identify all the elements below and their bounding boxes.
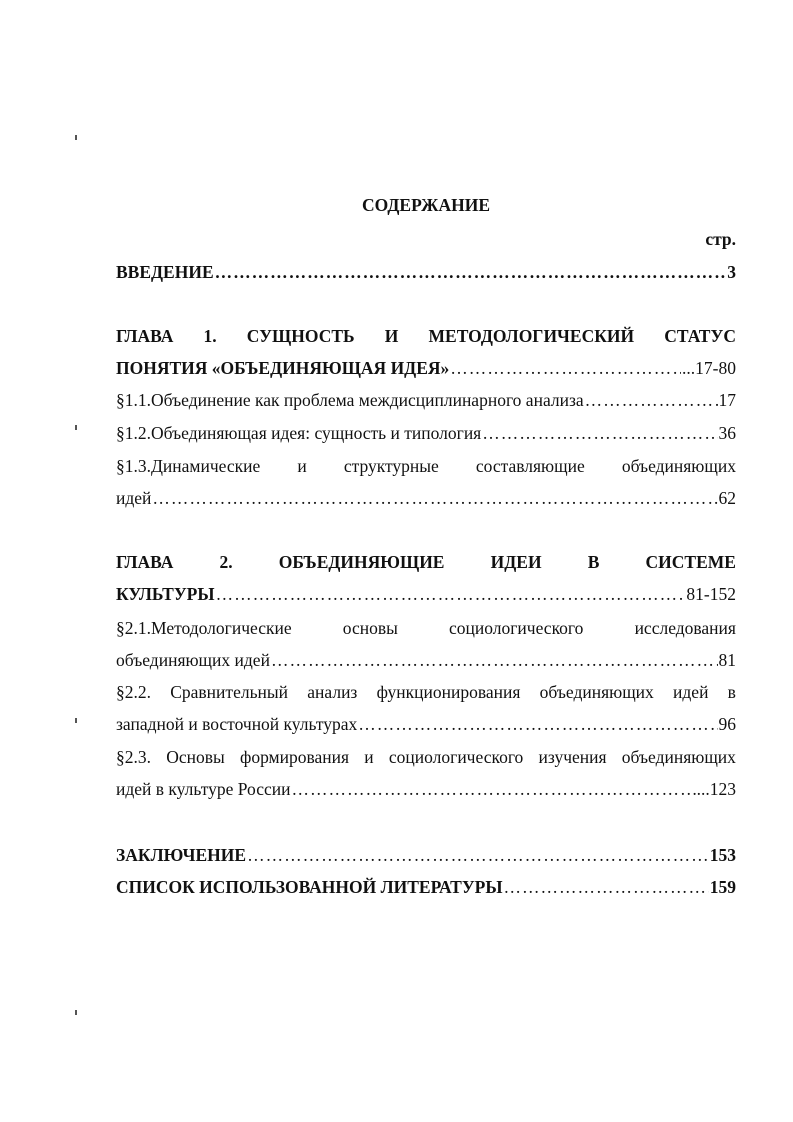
- entry-page: 96: [718, 714, 736, 734]
- toc-entry-references[interactable]: [116, 872, 736, 902]
- toc-entry-section-1-2[interactable]: [116, 418, 736, 448]
- word: §2.1.Методологические: [116, 618, 292, 638]
- entry-label: СПИСОК ИСПОЛЬЗОВАННОЙ ЛИТЕРАТУРЫ: [116, 877, 503, 897]
- dot-leader: [504, 872, 709, 902]
- word: ИДЕИ: [490, 552, 542, 572]
- word: §1.3.Динамические: [116, 456, 261, 476]
- entry-label: объединяющих идей: [116, 650, 270, 670]
- toc-entry-section-1-3-line2[interactable]: [116, 483, 736, 513]
- toc-entry-section-2-3-line2[interactable]: [116, 774, 736, 804]
- dot-leader: [152, 483, 717, 513]
- entry-label: §1.2.Объединяющая идея: сущность и типология: [116, 423, 482, 443]
- dot-leader: [450, 353, 681, 383]
- chapter2-heading-line1[interactable]: [116, 547, 736, 577]
- dot-leader: [358, 709, 717, 739]
- entry-label: ЗАКЛЮЧЕНИЕ: [116, 845, 247, 865]
- toc-entry-section-2-1-line1[interactable]: [116, 613, 736, 643]
- word: МЕТОДОЛОГИЧЕСКИЙ: [428, 326, 635, 346]
- toc-entry-section-2-2-line1[interactable]: [116, 677, 736, 707]
- entry-page: 159: [709, 877, 736, 897]
- word: составляющие: [475, 456, 585, 476]
- toc-entry-section-1-1[interactable]: [116, 385, 736, 415]
- word: В: [587, 552, 600, 572]
- word: ГЛАВА: [116, 326, 174, 346]
- toc-entry-section-1-3-line1[interactable]: [116, 451, 736, 481]
- word: §2.3.: [116, 747, 151, 767]
- entry-page: ...123: [696, 779, 736, 799]
- word: основы: [342, 618, 398, 638]
- word: объединяющих: [621, 456, 736, 476]
- word: объединяющих: [621, 747, 736, 767]
- entry-page: 81: [718, 650, 736, 670]
- entry-label: идей: [116, 488, 152, 508]
- chapter2-heading-line2[interactable]: [116, 579, 736, 609]
- entry-label: КУЛЬТУРЫ: [116, 584, 215, 604]
- word: в: [727, 682, 736, 702]
- word: Основы: [166, 747, 225, 767]
- dot-leader: [292, 774, 696, 804]
- toc-entry-section-2-2-line2[interactable]: [116, 709, 736, 739]
- dot-leader: [585, 385, 718, 415]
- word: ГЛАВА: [116, 552, 174, 572]
- entry-label: §1.1.Объединение как проблема междисциплинарного анализа: [116, 390, 584, 410]
- scan-speck: [75, 718, 77, 723]
- scan-speck: [75, 425, 77, 430]
- dot-leader: [216, 579, 686, 609]
- word: 2.: [219, 552, 233, 572]
- word: 1.: [203, 326, 217, 346]
- word: функционирования: [376, 682, 521, 702]
- scan-speck: [75, 1010, 77, 1015]
- word: социологического: [388, 747, 524, 767]
- dot-leader: [482, 418, 717, 448]
- entry-label: ВВЕДЕНИЕ: [116, 262, 214, 282]
- word: Сравнительный: [170, 682, 289, 702]
- chapter1-heading-line2[interactable]: [116, 353, 736, 383]
- entry-label: идей в культуре России: [116, 779, 291, 799]
- word: исследования: [634, 618, 736, 638]
- word: §2.2.: [116, 682, 151, 702]
- dot-leader: [271, 645, 718, 675]
- word: СТАТУС: [664, 326, 736, 346]
- word: СУЩНОСТЬ: [246, 326, 355, 346]
- word: идей: [673, 682, 709, 702]
- toc-entry-conclusion[interactable]: [116, 840, 736, 870]
- entry-page: 62: [718, 488, 736, 508]
- entry-page: 153: [709, 845, 736, 865]
- entry-page: 36: [718, 423, 736, 443]
- word: объединяющих: [539, 682, 654, 702]
- word: изучения: [538, 747, 607, 767]
- toc-entry-intro[interactable]: [116, 257, 736, 287]
- dot-leader: [215, 257, 727, 287]
- toc-entry-section-2-1-line2[interactable]: [116, 645, 736, 675]
- word: анализ: [307, 682, 358, 702]
- entry-label: западной и восточной культурах: [116, 714, 358, 734]
- word: И: [384, 326, 399, 346]
- page-column-label: стр.: [705, 229, 736, 249]
- dot-leader: [247, 840, 709, 870]
- toc-title: СОДЕРЖАНИЕ: [361, 195, 490, 215]
- entry-page: 81-152: [686, 584, 736, 604]
- word: и: [364, 747, 374, 767]
- scan-speck: [75, 135, 77, 140]
- word: формирования: [239, 747, 350, 767]
- word: структурные: [343, 456, 439, 476]
- entry-page: 3: [727, 262, 736, 282]
- entry-label: ПОНЯТИЯ «ОБЪЕДИНЯЮЩАЯ ИДЕЯ»: [116, 358, 450, 378]
- entry-page: ...17-80: [682, 358, 736, 378]
- word: ОБЪЕДИНЯЮЩИЕ: [278, 552, 445, 572]
- chapter1-heading-line1[interactable]: [116, 321, 736, 351]
- word: социологического: [449, 618, 584, 638]
- entry-page: 17: [718, 390, 736, 410]
- word: и: [297, 456, 307, 476]
- word: СИСТЕМЕ: [645, 552, 736, 572]
- toc-entry-section-2-3-line1[interactable]: [116, 742, 736, 772]
